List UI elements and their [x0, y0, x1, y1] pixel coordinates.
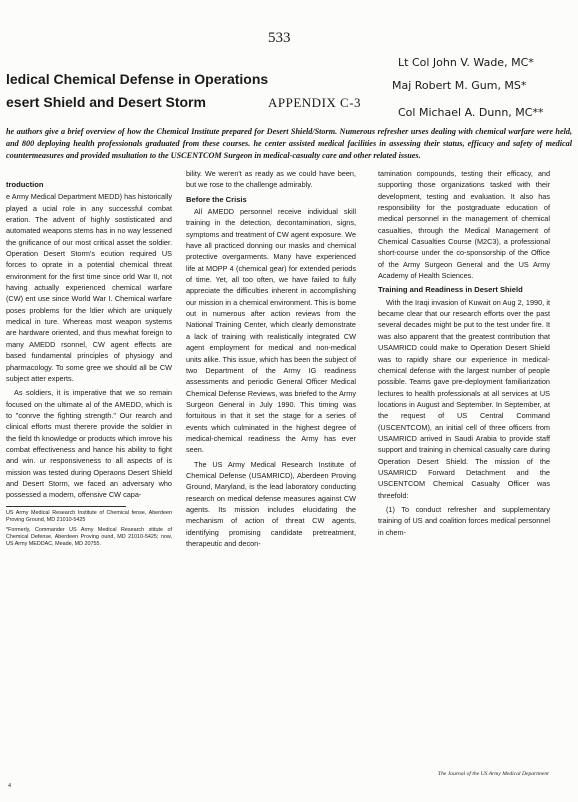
article-title-line-2: esert Shield and Desert Storm — [6, 94, 206, 110]
column-2 — [186, 168, 356, 552]
article-title-line-1: ledical Chemical Defense in Operations — [6, 71, 269, 87]
paragraph: tamination compounds, testing their efficacy, and supporting those organizations tasked with their development, testing and evaluation. It also has responsibility for the postgraduate education of medical personnel in the management of chemical casualties, through the Medical Management of Chemical Casualties Course (M2C3), a professional short-course under the co-sponsorship of the Office of the Army Surgeon General and the US Army Academy of Health Sciences. — [378, 169, 550, 281]
journal-footer: The Journal of the US Army Medical Department — [438, 771, 549, 777]
page-number: 533 — [268, 30, 291, 46]
paragraph: As soldiers, it is imperative that we so remain focused on the ultimate al of the AMEDD, which is to "conrve the fighting strength." Our rearch and clinical efforts must therere provide the soldier in the field th knowledge or products which imrove his combat effectiveness and hance his ability to fight and win. ur responsiveness to all aspects of is mission was tested during Operaons Desert Shield and Desert Storm, we faced an adversary who possessed a modern, offensive CW capa- — [6, 388, 172, 500]
section-heading-before-the-crisis: Before the Crisis — [186, 194, 247, 204]
column-1 — [6, 177, 172, 551]
footnote: *Formerly, Commander US Army Medical Research stitute of Chemical Defense, Aberdeen Proving ound, MD 21010-5425; now, US Army MEDDAC, Meade, MD 20755. — [6, 526, 172, 547]
author-handwritten-1: Lt Col John V. Wade, MC* — [398, 56, 534, 69]
paragraph: With the Iraqi invasion of Kuwait on Aug 2, 1990, it became clear that our research efforts over the past several decades might be put to the test under fire. It was also apparent that the greatest contribution that USAMRICD could make to Operation Desert Shield was to rapidly share our experience in medical-chemical defense with the largest number of people possible. Teams gave pre-deployment familiarization lectures to health professionals at all services at US locations in August and September. In September, at the request of US Central Command (USCENTCOM), an initial cell of three officers from USAMRICD arrived in Saudi Arabia to provide staff support and training in chemical casualty care during Operation Desert Shield. The mission of the USAMRICD Forward Detachment and the USCENTCOM Chemical Casualty Officer was threefold: — [378, 297, 550, 500]
appendix-label: APPENDIX C-3 — [268, 95, 362, 110]
footnote-divider — [6, 506, 126, 507]
footnote: US Army Medical Research Institute of Chemical fense, Aberdeen Proving Ground, MD 21010-5425 — [6, 509, 172, 523]
abstract: he authors give a brief overview of how the Chemical Institute prepared for Desert Shield/Storm. Numerous refresher urses dealing with chemical warfare were held, and 800 deploying health professionals graduated from these courses. he center assisted medical facilities in assessing their status, efficacy and safety of medical countermeasures and provided msultation to the USCENTCOM Surgeon in medical-casualty care and other related issues. — [6, 127, 572, 160]
section-heading-training-and-readiness: Training and Readiness in Desert Shield — [378, 285, 523, 295]
paragraph: e Army Medical Department MEDD) has historically played a ucial role in any successful combat eration. The advent of highly sostisticated and automated weapons stems has in no way lessened the gnificance of our most critical asset the soldier. Operation Desert Storm's ecution required US forces to oprate in a potential chemical threat environment for the first time since orld War II, not having actually experienced chemical warfare (CW) ent use since World War I. Chemical warfare poses problems for the ldier which are uniquely medical in ture. Whereas most weapon systems are hardware oriented, and thus mewhat foreign to many AMEDD rsonnel, CW agent effects are based fundamental principles of physiogy and pharmacology. To some gree we should all be CW subject atter experts. — [6, 192, 172, 383]
paragraph: All AMEDD personnel receive individual skill training in the detection, decontamination, signs, symptoms and treatment of CW agent exposure. We have all practiced donning our masks and chemical protective overgarments. Many have experienced life at MOPP 4 (chemical gear) for extended periods of time. Yet, all too often, we have failed to fully appreciate the difficulties inherent in accomplishing our mission in a chemical environment. This is borne out in numerous after action reviews from the National Training Center, which clearly demonstrate a lack of training with realistically integrated CW agent employment for medical and non-medical units alike. This issue, which has been the subject of two Department of the Army IG readiness assessments and periodic General Officer Medical Chemical Defense Reviews, was briefed to the Army Surgeon General in July 1990. This timing was fortuitous in that it set the stage for a series of events which culminated in the highest degree of medical-chemical readiness the Army has ever seen. — [186, 207, 356, 455]
author-handwritten-2: Maj Robert M. Gum, MS* — [392, 79, 527, 92]
paragraph: The US Army Medical Research Institute of Chemical Defense (USAMRICD), Aberdeen Proving Ground, Maryland, is the lead laboratory conducting research on medical defense measures against CW agents. Its mission includes elucidating the mechanism of action of threat CW agents, identifying promising candidate pretreatment, therapeutic and decon- — [186, 459, 356, 548]
corner-mark: 4 — [8, 783, 11, 789]
paragraph: bility. We weren't as ready as we could have been, but we rose to the challenge admirably. — [186, 169, 356, 190]
author-3: Col Michael A. Dunn, MC** — [398, 106, 544, 119]
column-3 — [378, 168, 550, 541]
section-heading-introduction: troduction — [6, 180, 44, 189]
paragraph: (1) To conduct refresher and supplementary training of US and coalition forces medical personnel in chem- — [378, 504, 550, 537]
